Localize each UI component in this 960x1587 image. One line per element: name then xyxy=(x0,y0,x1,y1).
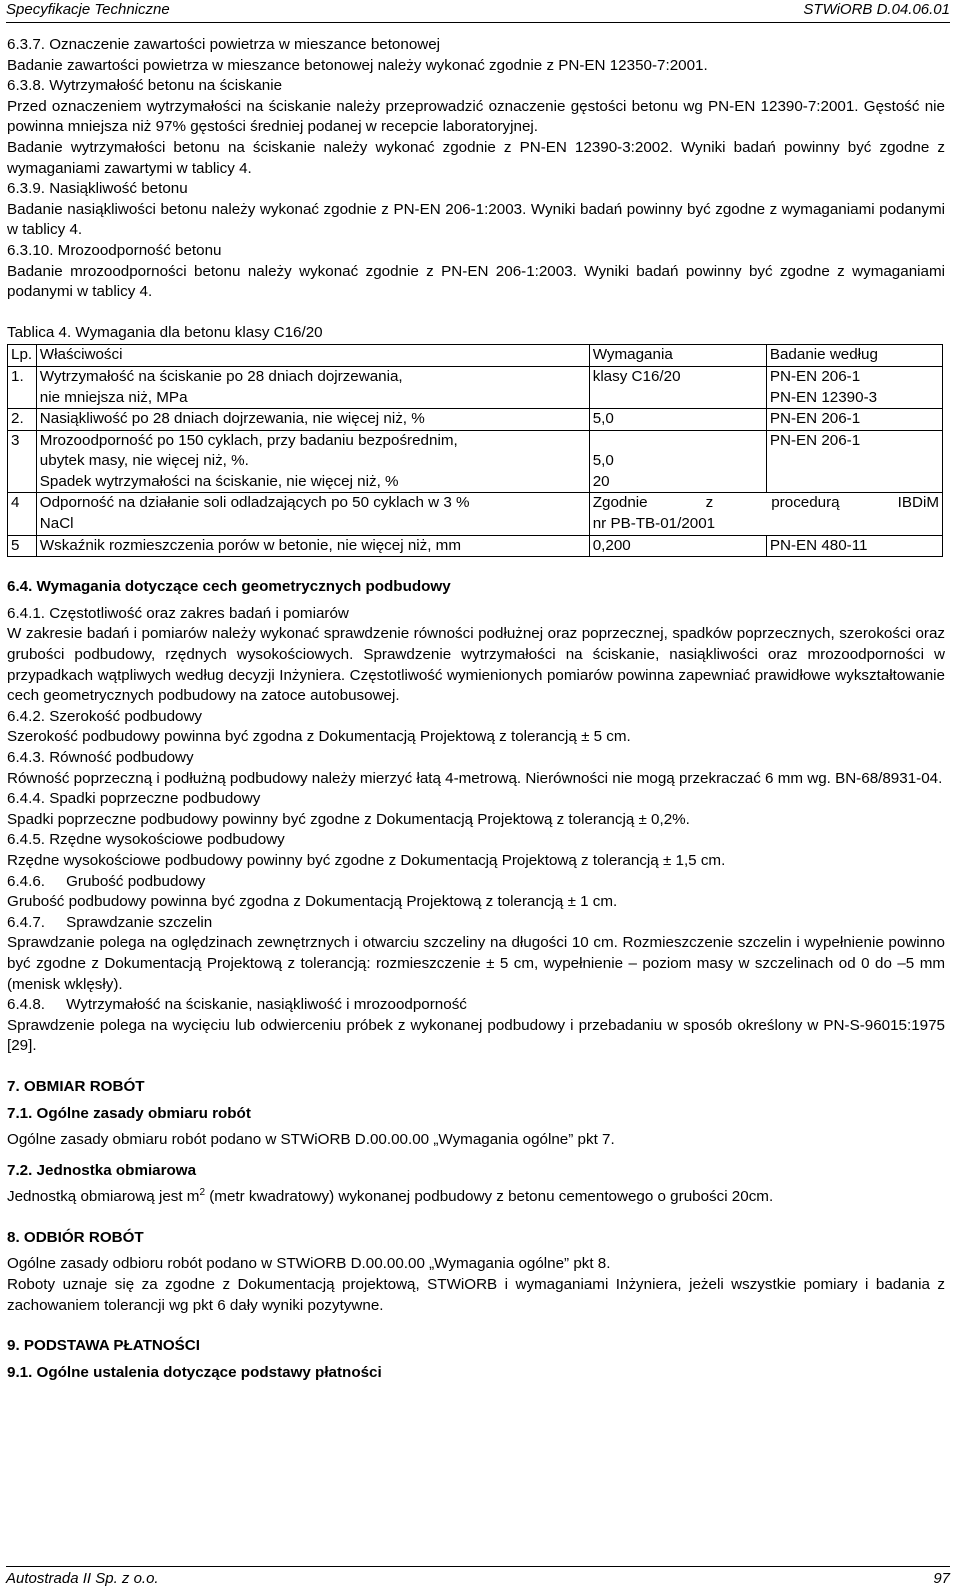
section-6-4-7-text: Sprawdzanie polega na oględzinach zewnętrznych i otwarciu szczeliny na długości 10 cm. Rozmieszczenie szczelin i wypełnienie powinno być zgodne z Dokumentacją Projektową z tolerancją: rozmieszczenie ± 5 cm, wypełnienie – poziom masy w szczelinach od 0 do –5 mm (menisk wklęsły). xyxy=(7,934,945,993)
section-6-4-heading: 6.4. Wymagania dotyczące cech geometrycznych podbudowy xyxy=(7,578,451,596)
table-cell-requirement xyxy=(589,493,942,535)
table-cell-test-method xyxy=(766,430,942,493)
cell-line: ubytek masy, nie więcej niż, %. xyxy=(39,452,249,470)
section-7-heading: 7. OBMIAR ROBÓT xyxy=(7,1077,145,1095)
section-7-2-text xyxy=(7,1187,945,1208)
section-6-3-8-text-1: Przed oznaczeniem wytrzymałości na ściskanie należy przeprowadzić oznaczenie gęstości betonu wg PN-EN 12390-7:2001. Gęstość nie powinna mniejsza niż 97% gęstości średniej podanej w recepcie laboratoryjnej. xyxy=(7,97,945,136)
table-row xyxy=(8,366,943,408)
table-header-row xyxy=(8,345,943,367)
table-cell-property xyxy=(36,493,589,535)
page-number: 97 xyxy=(933,1570,950,1587)
requirements-table xyxy=(7,344,943,557)
cell-line: PN-EN 206-1 xyxy=(769,431,861,449)
table-header-cell: Wymagania xyxy=(589,345,766,367)
cell-line: Zgodnie z procedurą IBDiM xyxy=(592,494,939,512)
table-row xyxy=(8,535,943,557)
section-7-1-text: Ogólne zasady obmiaru robót podano w STWiORB D.00.00.00 „Wymagania ogólne” pkt 7. xyxy=(7,1131,615,1149)
section-6-4-5-title: 6.4.5. Rzędne wysokościowe podbudowy xyxy=(7,831,285,849)
table-row xyxy=(8,409,943,431)
table-cell-lp: 2. xyxy=(8,409,37,431)
table-row xyxy=(8,430,943,493)
cell-line: Wytrzymałość na ściskanie po 28 dniach dojrzewania, xyxy=(39,367,403,385)
cell-line xyxy=(593,431,763,452)
text-run: (metr kwadratowy) wykonanej podbudowy z betonu cementowego o grubości 20cm. xyxy=(205,1188,774,1206)
page-footer xyxy=(6,1566,950,1587)
section-8-text-2: Roboty uznaje się za zgodne z Dokumentacją projektową, STWiORB i wymaganiami Inżyniera, jeżeli wszystkie pomiary i badania z zachowaniem tolerancji wg pkt 6 dały wyniki pozytywne. xyxy=(7,1276,945,1314)
table-cell-requirement xyxy=(589,430,766,493)
section-8-heading: 8. ODBIÓR ROBÓT xyxy=(7,1228,144,1246)
section-6-3-9-title: 6.3.9. Nasiąkliwość betonu xyxy=(7,180,188,198)
table-cell-requirement xyxy=(589,366,766,408)
table-header-cell: Badanie według xyxy=(766,345,942,367)
cell-line: 5,0 xyxy=(592,452,614,470)
cell-line: Nasiąkliwość po 28 dniach dojrzewania, nie więcej niż, % xyxy=(39,410,425,428)
cell-line: Odporność na działanie soli odladzających po 50 cyklach w 3 % xyxy=(39,494,470,512)
section-6-4-1-title: 6.4.1. Częstotliwość oraz zakres badań i pomiarów xyxy=(7,604,349,622)
table-cell-test-method xyxy=(766,366,942,408)
section-6-3-10-title: 6.3.10. Mrozoodporność betonu xyxy=(7,241,222,259)
table-cell-property xyxy=(36,409,589,431)
section-9-1-heading: 9.1. Ogólne ustalenia dotyczące podstawy płatności xyxy=(7,1363,382,1381)
page-header xyxy=(6,0,950,23)
header-doc-type: Specyfikacje Techniczne xyxy=(6,1,170,18)
section-6-4-8-text: Sprawdzenie polega na wycięciu lub odwierceniu próbek z wykonanej podbudowy i przebadaniu w sposób określony w PN-S-96015:1975 [29]. xyxy=(7,1016,945,1055)
cell-line: PN-EN 206-1 xyxy=(769,410,861,428)
cell-line: nr PB-TB-01/2001 xyxy=(592,515,716,533)
document-body xyxy=(7,35,945,1383)
table-cell-property xyxy=(36,535,589,557)
section-6-3-8-title: 6.3.8. Wytrzymałość betonu na ściskanie xyxy=(7,77,283,95)
cell-line: 0,200 xyxy=(592,536,631,554)
section-6-4-4-title: 6.4.4. Spadki poprzeczne podbudowy xyxy=(7,790,261,808)
cell-line: klasy C16/20 xyxy=(592,367,681,385)
cell-line: Spadek wytrzymałości na ściskanie, nie więcej niż, % xyxy=(39,472,399,490)
section-6-3-10-text: Badanie mrozoodporności betonu należy wykonać zgodnie z PN-EN 206-1:2003. Wyniki badań powinny być zgodne z wymaganiami podanymi w tablicy 4. xyxy=(7,262,945,301)
superscript: 2 xyxy=(199,1187,206,1199)
cell-line: nie mniejsza niż, MPa xyxy=(39,388,188,406)
cell-line: NaCl xyxy=(39,515,74,533)
section-6-4-7-title: 6.4.7. Sprawdzanie szczelin xyxy=(7,913,213,931)
section-6-4-5-text: Rzędne wysokościowe podbudowy powinny być zgodne z Dokumentacją Projektową z tolerancją ± 1,5 cm. xyxy=(7,851,726,869)
table-cell-requirement xyxy=(589,409,766,431)
table-cell-test-method xyxy=(766,409,942,431)
section-6-4-2-title: 6.4.2. Szerokość podbudowy xyxy=(7,707,203,725)
table-cell-test-method xyxy=(766,535,942,557)
table-cell-lp: 5 xyxy=(8,535,37,557)
cell-line: Mrozoodporność po 150 cyklach, przy badaniu bezpośrednim, xyxy=(39,431,458,449)
section-7-1-heading: 7.1. Ogólne zasady obmiaru robót xyxy=(7,1104,251,1122)
section-6-4-3-text: Równość poprzeczną i podłużną podbudowy należy mierzyć łatą 4-metrową. Nierówności nie mogą przekraczać 6 mm wg. BN-68/8931-04. xyxy=(7,769,943,787)
table-cell-lp: 1. xyxy=(8,366,37,408)
table-header-cell: Właściwości xyxy=(36,345,589,367)
section-6-4-8-title: 6.4.8. Wytrzymałość na ściskanie, nasiąkliwość i mrozoodporność xyxy=(7,996,467,1014)
section-6-3-7-text: Badanie zawartości powietrza w mieszance betonowej należy wykonać zgodnie z PN-EN 12350-7:2001. xyxy=(7,56,708,74)
table-cell-property xyxy=(36,366,589,408)
cell-line: PN-EN 12390-3 xyxy=(769,388,878,406)
section-8-text-1: Ogólne zasady odbioru robót podano w STWiORB D.00.00.00 „Wymagania ogólne” pkt 8. xyxy=(7,1255,611,1273)
section-6-4-3-title: 6.4.3. Równość podbudowy xyxy=(7,749,194,766)
table-header-cell: Lp. xyxy=(8,345,37,367)
table-row xyxy=(8,493,943,535)
cell-line: PN-EN 206-1 xyxy=(769,367,861,385)
section-6-4-1-text: W zakresie badań i pomiarów należy wykonać sprawdzenie równości podłużnej oraz poprzecznej, spadków poprzecznych, szerokości oraz grubości podbudowy, rzędnych wysokościowych. Sprawdzenie wytrzymałości na ściskanie, nasiąkliwości oraz mrozoodporności w przypadkach wątpliwych według decyzji Inżyniera. Częstotliwość wymienionych pomiarów powinna zapewniać prawidłowe wykształtowanie cech geometrycznych podbudowy na zatoce autobusowej. xyxy=(7,625,945,705)
section-6-4-6-title: 6.4.6. Grubość podbudowy xyxy=(7,872,206,890)
table-cell-property xyxy=(36,430,589,493)
table-cell-lp: 3 xyxy=(8,430,37,493)
cell-line: 5,0 xyxy=(592,410,614,428)
section-9-heading: 9. PODSTAWA PŁATNOŚCI xyxy=(7,1337,200,1355)
section-6-4-4-text: Spadki poprzeczne podbudowy powinny być zgodne z Dokumentacją Projektową z tolerancją ± 0,2%. xyxy=(7,810,690,828)
section-6-3-8-text-2: Badanie wytrzymałości betonu na ściskanie należy wykonać zgodnie z PN-EN 12390-3:2002. Wyniki badań powinny być zgodne z wymaganiami zawartymi w tablicy 4. xyxy=(7,138,945,177)
section-6-4-2-text: Szerokość podbudowy powinna być zgodna z Dokumentacją Projektową z tolerancją ± 5 cm. xyxy=(7,728,631,746)
cell-line: Wskaźnik rozmieszczenia porów w betonie, nie więcej niż, mm xyxy=(39,536,461,554)
table-caption: Tablica 4. Wymagania dla betonu klasy C16/20 xyxy=(7,323,323,341)
section-7-2-heading: 7.2. Jednostka obmiarowa xyxy=(7,1161,197,1179)
cell-line: 20 xyxy=(592,472,610,490)
text-run: Jednostką obmiarową jest m xyxy=(7,1188,200,1206)
section-6-3-9-text: Badanie nasiąkliwości betonu należy wykonać zgodnie z PN-EN 206-1:2003. Wyniki badań powinny być zgodne z wymaganiami podanymi w tablicy 4. xyxy=(7,200,945,239)
header-doc-code: STWiORB D.04.06.01 xyxy=(803,1,950,18)
section-6-3-7-title: 6.3.7. Oznaczenie zawartości powietrza w mieszance betonowej xyxy=(7,36,441,53)
section-6-4-6-text: Grubość podbudowy powinna być zgodna z Dokumentacją Projektową z tolerancją ± 1 cm. xyxy=(7,893,618,911)
footer-company: Autostrada II Sp. z o.o. xyxy=(6,1570,159,1587)
cell-line: PN-EN 480-11 xyxy=(769,536,868,554)
table-cell-requirement xyxy=(589,535,766,557)
table-cell-lp: 4 xyxy=(8,493,37,535)
